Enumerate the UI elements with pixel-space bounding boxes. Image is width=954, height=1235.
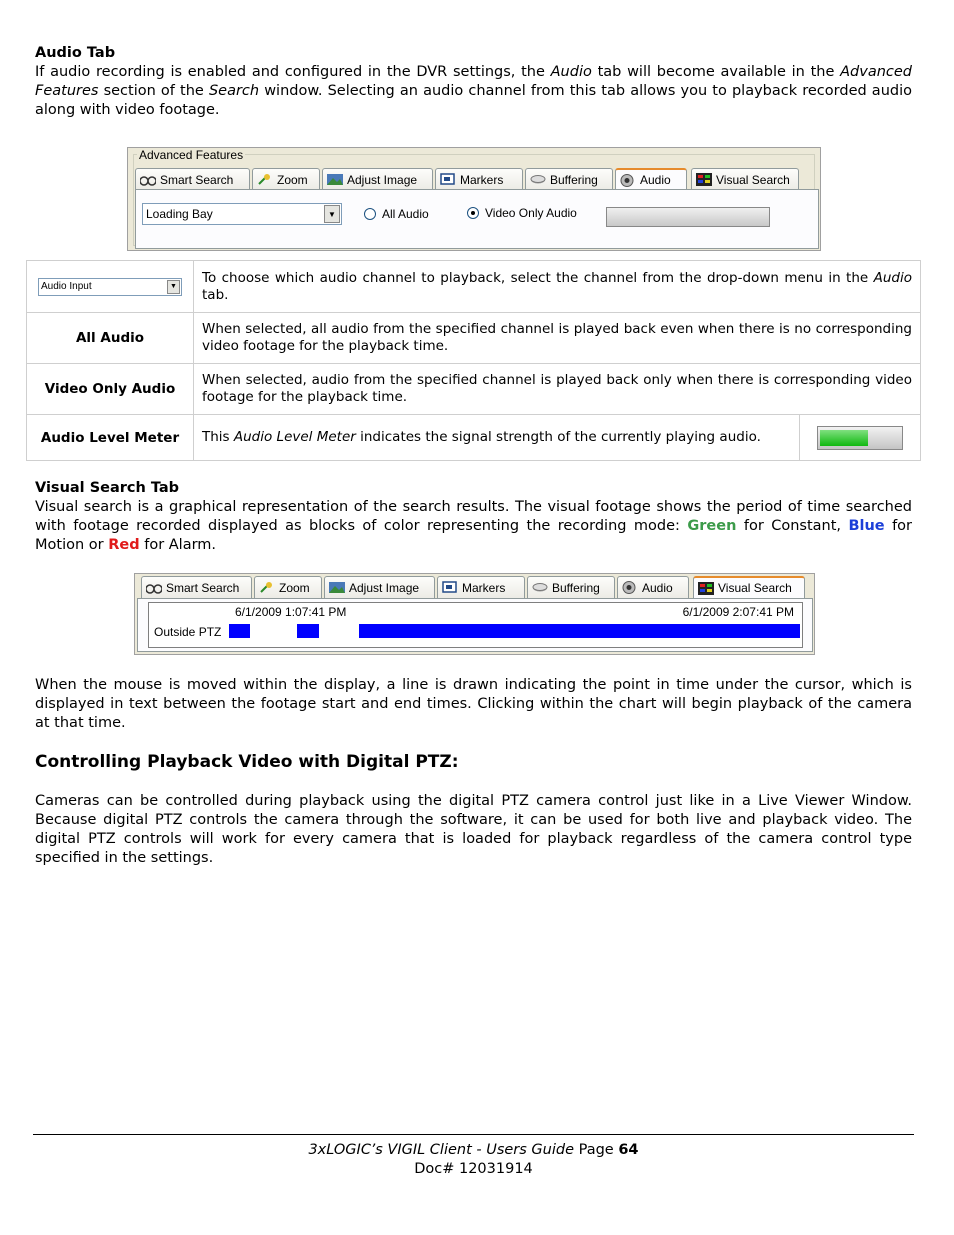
visual-search-icon <box>696 173 712 186</box>
tab-zoom[interactable]: Zoom <box>254 576 322 598</box>
tab-adjust-image[interactable]: Adjust Image <box>322 168 433 190</box>
chevron-down-icon[interactable]: ▼ <box>324 205 340 223</box>
all-audio-term: All Audio <box>27 313 194 364</box>
all-audio-radio[interactable] <box>364 208 376 220</box>
advanced-features-label: Advanced Features <box>139 148 244 162</box>
speaker-icon <box>620 174 636 187</box>
advanced-features-panel <box>127 147 821 251</box>
audio-level-meter <box>817 426 903 450</box>
markers-icon <box>440 173 456 186</box>
tab-smart-search[interactable]: Smart Search <box>141 576 252 598</box>
video-only-audio-radio[interactable] <box>467 207 479 219</box>
table-row <box>27 261 921 313</box>
tab-visual-search[interactable]: Visual Search <box>691 168 799 190</box>
speaker-icon <box>622 581 638 594</box>
camera-name: Outside PTZ <box>154 625 222 639</box>
tab-audio[interactable]: Audio <box>615 168 687 190</box>
visual-search-icon <box>698 582 714 595</box>
zoom-icon <box>257 173 273 186</box>
audio-input-value: Audio Input <box>41 280 92 292</box>
audio-tab-paragraph: If audio recording is enabled and configured in the DVR settings, the Audio tab will become available in the Advanced Features section of the Search window. Selecting an audio channel from this tab allows you to playback recorded audio along with video footage. <box>35 64 912 118</box>
video-only-audio-term: Video Only Audio <box>27 364 194 415</box>
audio-level-meter-description: This Audio Level Meter indicates the signal strength of the currently playing audio. <box>194 415 921 461</box>
audio-level-meter <box>606 207 770 227</box>
doc-number: Doc# 12031914 <box>414 1161 533 1177</box>
tab-markers[interactable]: Markers <box>437 576 525 598</box>
tab-markers[interactable]: Markers <box>435 168 523 190</box>
table-row <box>27 364 921 415</box>
ptz-heading: Controlling Playback Video with Digital PTZ: <box>35 752 459 772</box>
visual-search-panel <box>134 573 815 655</box>
tab-buffering[interactable]: Buffering <box>527 576 615 598</box>
zoom-icon <box>259 581 275 594</box>
tab-buffering[interactable]: Buffering <box>525 168 613 190</box>
video-only-audio-description: When selected, audio from the specified channel is played back only when there is corresponding video footage for the playback time. <box>194 364 921 415</box>
table-row <box>27 415 921 461</box>
audio-level-meter-term: Audio Level Meter <box>27 415 194 461</box>
image-icon <box>327 173 343 186</box>
visual-tab-strip <box>137 576 813 654</box>
audio-controls-table <box>26 260 921 461</box>
binoculars-icon <box>140 173 156 186</box>
chevron-down-icon[interactable]: ▼ <box>167 280 180 294</box>
audio-input-description: To choose which audio channel to playback, select the channel from the drop-down menu in the Audio tab. <box>194 261 921 313</box>
audio-tab-body <box>135 189 819 249</box>
page-number: 64 <box>618 1142 639 1158</box>
tab-smart-search[interactable]: Smart Search <box>135 168 250 190</box>
start-time: 6/1/2009 1:07:41 PM <box>235 605 347 619</box>
motion-block <box>359 624 800 638</box>
visual-search-chart[interactable] <box>148 602 803 648</box>
audio-input-dropdown[interactable] <box>38 278 182 296</box>
visual-search-body <box>137 598 813 652</box>
motion-block <box>229 624 250 638</box>
audio-channel-dropdown[interactable] <box>142 203 342 225</box>
binoculars-icon <box>146 581 162 594</box>
audio-input-cell <box>27 261 194 313</box>
audio-tab-heading: Audio Tab <box>35 45 116 61</box>
mouse-paragraph: When the mouse is moved within the display, a line is drawn indicating the point in time under the cursor, which is displayed in text between the footage start and end times. Clicking within the chart will begin playback of the camera at that time. <box>35 677 912 731</box>
ptz-paragraph: Cameras can be controlled during playback using the digital PTZ camera control just like in a Live Viewer Window. Because digital PTZ controls the camera through the software, it can be used for both live and playback video. The digital PTZ controls will work for every camera that is loaded for playback regardless of the camera control type specified in the settings. <box>35 793 912 866</box>
footer-title-line: 3xLOGIC’s VIGIL Client - Users Guide Page 64 <box>308 1142 639 1158</box>
buffering-icon <box>530 173 546 186</box>
image-icon <box>329 581 345 594</box>
tab-visual-search[interactable]: Visual Search <box>693 576 805 598</box>
visual-search-paragraph: Visual search is a graphical representation of the search results. The visual footage shows the period of time searched with footage recorded displayed as blocks of color representing the recording mode: Green for Constant, Blue for Motion or Red for Alarm. <box>35 499 913 553</box>
footer <box>33 1141 914 1179</box>
tab-zoom[interactable]: Zoom <box>252 168 320 190</box>
audio-channel-value: Loading Bay <box>146 207 213 221</box>
visual-search-heading: Visual Search Tab <box>35 480 180 496</box>
video-only-audio-label: Video Only Audio <box>485 206 577 220</box>
tab-audio[interactable]: Audio <box>617 576 689 598</box>
advanced-tab-strip <box>135 168 819 250</box>
all-audio-label: All Audio <box>382 207 429 221</box>
tab-adjust-image[interactable]: Adjust Image <box>324 576 435 598</box>
all-audio-description: When selected, all audio from the specified channel is played back even when there is no corresponding video footage for the playback time. <box>194 313 921 364</box>
footer-rule <box>33 1134 914 1135</box>
end-time: 6/1/2009 2:07:41 PM <box>682 605 794 619</box>
markers-icon <box>442 581 458 594</box>
motion-block <box>297 624 319 638</box>
audio-level-fill <box>820 430 868 446</box>
buffering-icon <box>532 581 548 594</box>
table-row <box>27 313 921 364</box>
